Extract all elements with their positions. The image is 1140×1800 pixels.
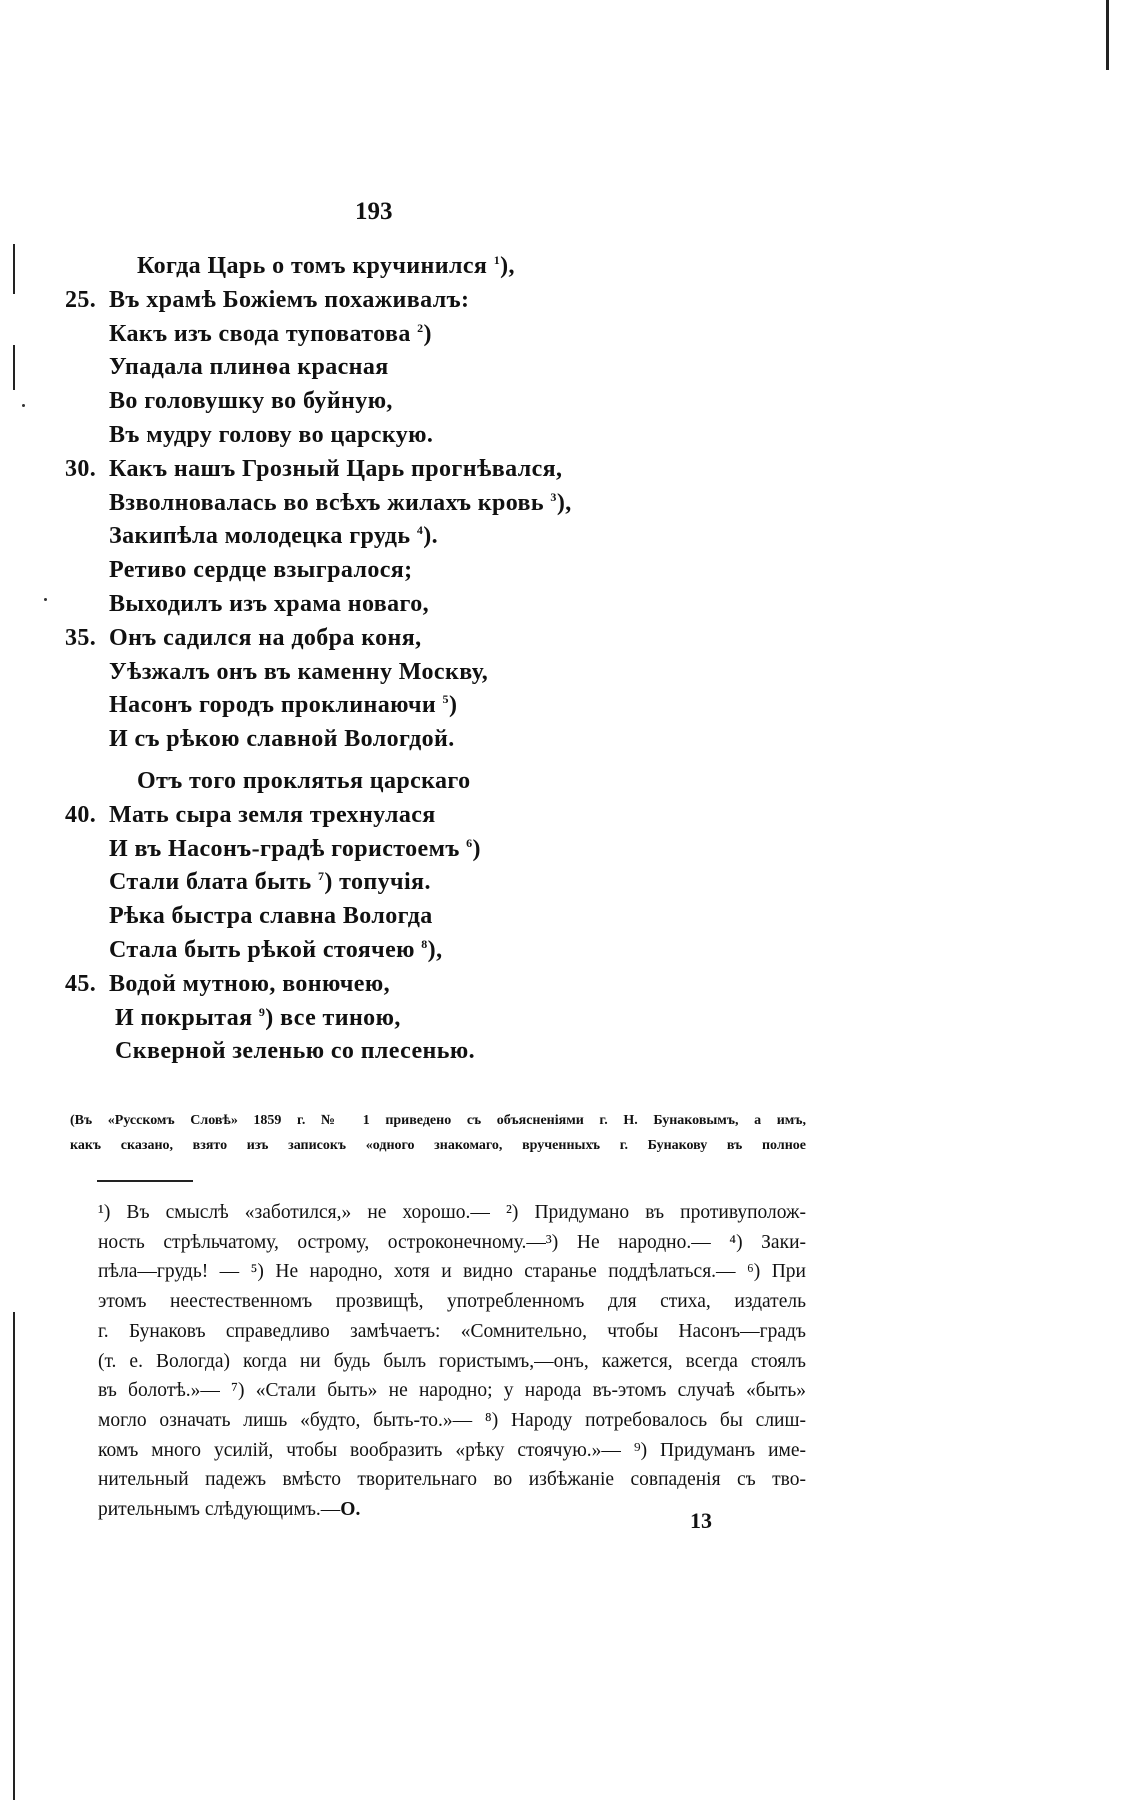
verse-line: [65, 588, 685, 622]
source-note-line: (Въ «Русскомъ Словѣ» 1859 г. № 1 приведено съ объясненіями г. Н. Бунаковымъ, а имъ,: [70, 1113, 806, 1128]
verse-text: [109, 520, 438, 554]
verse-text: [109, 833, 481, 867]
footnote-line: въ болотѣ.»— ⁷) «Стали быть» не народно; у народа въ-этомъ случаѣ «быть»: [98, 1380, 806, 1402]
verse-text-main: И въ Насонъ-градѣ гористоемъ: [109, 835, 467, 862]
scan-edge-left: [13, 244, 15, 294]
verse-line: [65, 419, 685, 453]
footnote-marker: 7: [317, 869, 325, 884]
verse-text-main: Уѣзжалъ онъ въ каменну Москву,: [109, 658, 489, 685]
verse-line: [65, 284, 685, 318]
verse-text-main: Насонъ городъ проклинаючи: [109, 692, 443, 719]
verse-text: [109, 622, 422, 656]
verse-line: [65, 689, 685, 723]
verse-text: [109, 419, 433, 453]
verse-text-main: Взволновалась во всѣхъ жилахъ кровь: [109, 489, 551, 516]
sheet-signature-number: 13: [690, 1508, 712, 1533]
verse-line: [65, 799, 685, 833]
verse-line: [65, 554, 685, 588]
verse-text-main: Ретиво сердце взыгралося;: [109, 557, 413, 584]
verse-line: [65, 1002, 685, 1036]
verse-text-main: Какъ изъ свода туповатова: [109, 320, 418, 347]
verse-line: [65, 656, 685, 690]
footnote-line: могло означать лишь «будто, быть-то.»— ⁸) Народу потребовалось бы слиш-: [98, 1409, 806, 1431]
footnote-marker: 5: [442, 692, 449, 707]
scan-speck: [22, 404, 25, 407]
footnote-marker: 9: [258, 1004, 266, 1019]
verse-text: [109, 554, 413, 588]
verse-text-main: Стала быть рѣкой стоячею: [109, 936, 422, 963]
verse-text-main: Когда Царь о томъ кручинился: [137, 253, 494, 279]
verse-line: [65, 487, 685, 521]
verse-text-main: И покрытая: [115, 1004, 259, 1031]
verse-line: [65, 250, 685, 284]
footnote-line: г. Бунаковъ справедливо замѣчаетъ: «Сомнительно, чтобы Насонъ—градъ: [98, 1320, 806, 1342]
poem-verse: [65, 250, 685, 1069]
verse-text: [137, 765, 471, 799]
verse-text-tail: ): [423, 320, 432, 347]
verse-line: [65, 385, 685, 419]
verse-text: [109, 385, 393, 419]
verse-text: [137, 250, 515, 284]
verse-text: [109, 318, 432, 352]
verse-text: [109, 284, 469, 318]
verse-text-main: Какъ нашъ Грозный Царь прогнѣвался,: [109, 455, 563, 482]
footnote-marker: 4: [416, 523, 424, 538]
scan-speck: [44, 598, 47, 601]
verse-text-tail: ).: [423, 523, 439, 550]
verse-text-tail: ) топучія.: [324, 869, 431, 896]
author-signature: О.: [340, 1499, 361, 1521]
verse-text-main: Рѣка быстра славна Вологда: [109, 903, 433, 930]
verse-text: [109, 656, 488, 690]
verse-line: [65, 934, 685, 968]
verse-text-main: Онъ садился на добра коня,: [109, 624, 422, 651]
verse-text-main: Выходилъ изъ храма новаго,: [109, 590, 430, 617]
verse-line: [65, 622, 685, 656]
verse-line: [65, 833, 685, 867]
footnote-line: комъ много усилій, чтобы вообразить «рѣку стоячую.»— ⁹) Придуманъ име-: [98, 1439, 806, 1461]
footnote-line: ность стрѣльчатому, острому, остроконечному.—³) Не народно.— ⁴) Заки-: [98, 1231, 806, 1253]
verse-text-main: Въ мудру голову во царскую.: [109, 421, 434, 448]
verse-text-tail: ),: [556, 489, 572, 516]
verse-text: [109, 351, 389, 385]
verse-text: [109, 900, 433, 934]
verse-text-main: Закипѣла молодецка грудь: [109, 523, 417, 550]
verse-text-tail: ),: [427, 936, 443, 963]
verse-text-main: Во головушку во буйную,: [109, 388, 393, 415]
footnote-marker: 3: [550, 489, 557, 504]
verse-line: [65, 351, 685, 385]
line-number: 30.: [65, 455, 97, 482]
verse-line: [65, 723, 685, 757]
verse-text: [109, 723, 455, 757]
verse-text-tail: ) все тиною,: [265, 1004, 401, 1031]
page-number: 193: [355, 198, 393, 225]
footnotes: [98, 1198, 806, 1525]
source-note: [70, 1108, 806, 1158]
footnote-marker: 8: [421, 936, 428, 951]
verse-text-tail: ),: [500, 253, 515, 279]
scan-edge-left: [13, 345, 15, 390]
verse-text-main: Водой мутною, вонючею,: [109, 970, 390, 997]
source-note-line: какъ сказано, взято изъ записокъ «одного знакомаго, врученныхъ г. Бунакову въ полное: [70, 1138, 806, 1153]
verse-text: [109, 799, 436, 833]
line-number: 35.: [65, 624, 97, 651]
verse-text: [109, 588, 429, 622]
footnote-line: (т. е. Вологда) когда ни будь былъ гористымъ,—онъ, кажется, всегда стоялъ: [98, 1350, 806, 1372]
verse-text: [109, 487, 572, 521]
verse-text-main: Упадала плинѳа красная: [109, 354, 389, 381]
footnote-line: нительный падежъ вмѣсто творительнаго во избѣжаніе совпаденія съ тво-: [98, 1469, 806, 1491]
verse-text: [115, 1035, 475, 1069]
verse-text-main: Скверной зеленью со плесенью.: [115, 1038, 475, 1065]
verse-text: [109, 968, 390, 1002]
verse-text-tail: ): [472, 835, 481, 862]
verse-text: [115, 1002, 401, 1036]
verse-text: [109, 934, 442, 968]
verse-text-main: Стали блата быть: [109, 869, 318, 896]
verse-text: [109, 866, 431, 900]
verse-text-main: Въ храмѣ Божіемъ похаживалъ:: [109, 286, 470, 313]
verse-line: [65, 318, 685, 352]
footnote-marker: 1: [493, 253, 501, 267]
verse-text: [109, 453, 562, 487]
footnote-rule: [97, 1180, 193, 1182]
verse-line: [65, 765, 685, 799]
verse-line: [65, 968, 685, 1002]
verse-text-main: Отъ того проклятья царскаго: [137, 767, 471, 794]
scan-edge-left: [13, 1312, 15, 1800]
stanza-gap: [65, 757, 685, 765]
verse-line: [65, 1035, 685, 1069]
line-number: 25.: [65, 286, 97, 313]
verse-text-main: Мать сыра земля трехнулася: [109, 801, 436, 828]
footnote-line: пѣла—грудь! — ⁵) Не народно, хотя и видно старанье поддѣлаться.— ⁶) При: [98, 1261, 806, 1283]
verse-line: [65, 520, 685, 554]
verse-text-tail: ): [448, 692, 458, 719]
footnote-line: ¹) Въ смыслѣ «заботился,» не хорошо.— ²) Придумано въ противуполож-: [98, 1202, 806, 1223]
line-number: 45.: [65, 970, 97, 997]
scan-edge-right: [1106, 0, 1109, 70]
verse-text: [109, 689, 457, 723]
footnote-marker: 6: [466, 835, 473, 850]
verse-line: [65, 900, 685, 934]
line-number: 40.: [65, 801, 97, 828]
verse-line: [65, 453, 685, 487]
footnote-last-text: рительнымъ слѣдующимъ.—: [98, 1499, 341, 1521]
footnote-line: этомъ неестественномъ прозвищѣ, употребленномъ для стиха, издатель: [98, 1291, 806, 1313]
verse-line: [65, 866, 685, 900]
verse-text-main: И съ рѣкою славной Вологдой.: [109, 726, 455, 753]
footnote-marker: 2: [417, 320, 424, 335]
